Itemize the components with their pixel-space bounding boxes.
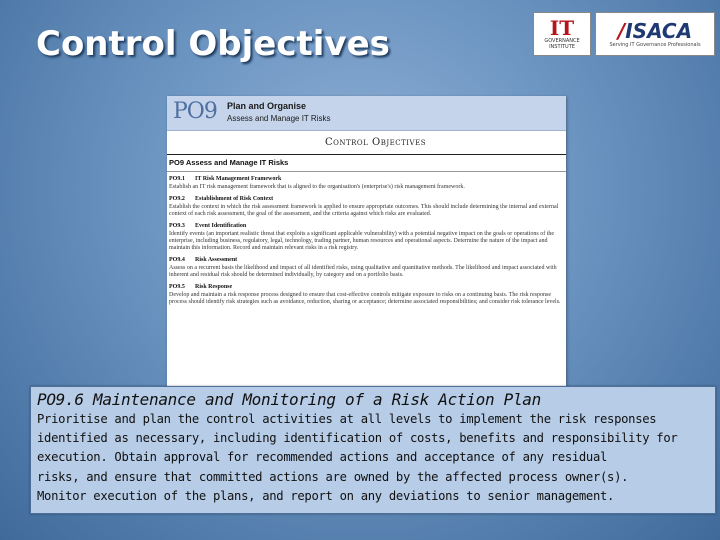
document-excerpt xyxy=(167,96,566,388)
callout-body xyxy=(37,410,715,506)
isaca-logo-text: ISACA xyxy=(625,18,693,43)
document-process-name: Assess and Manage IT Risks xyxy=(227,114,331,123)
document-item-body: Identify events (an important realistic threat that exploits a significant applicable vulnerability) with a potential negative impact on the goals or operations of the enterprise, including business, regulatory, legal, technology, trading partner, human resources and operational aspects. Determine the nature of the impact and maintain this information. Record and maintain relevant risks in a risk registry. xyxy=(169,231,555,251)
itgi-logo xyxy=(533,12,591,56)
callout-body-line: risks, and ensure that committed actions are owned by the affected process owner(s). xyxy=(37,469,629,484)
document-domain: Plan and Organise xyxy=(227,101,307,111)
document-item-title xyxy=(169,257,564,264)
callout-box xyxy=(30,386,716,514)
document-subtitle: PO9 Assess and Manage IT Risks xyxy=(169,158,289,167)
document-item-number: PO9.4 xyxy=(169,257,185,263)
itgi-logo-mark: IT xyxy=(549,16,575,40)
document-item-title xyxy=(169,223,564,230)
document-header xyxy=(167,96,566,131)
document-item-body: Assess on a recurrent basis the likelihood and impact of all identified risks, using qualitative and quantitative methods. The likelihood and impact associated with inherent and residual risk should be determined individually, by category and on a portfolio basis. xyxy=(169,265,557,278)
document-item xyxy=(169,284,564,306)
document-item-body: Develop and maintain a risk response process designed to ensure that cost-effective controls mitigate exposure to risks on a continuing basis. The risk response process should identify risk strategies such as avoidance, reduction, sharing or acceptance; determine associated responsibilities; and consider risk tolerance levels. xyxy=(169,292,561,305)
document-item xyxy=(169,257,564,279)
document-item xyxy=(169,196,564,218)
callout-body-line: Prioritise and plan the control activities at all levels to implement the risk responses xyxy=(37,412,657,426)
callout-body-line: Monitor execution of the plans, and report on any deviations to senior management. xyxy=(37,488,615,503)
document-item-heading: Risk Assessment xyxy=(195,257,238,263)
document-process-code: PO9 xyxy=(173,99,217,124)
callout-title: PO9.6 Maintenance and Monitoring of a Risk Action Plan xyxy=(37,390,541,409)
document-item-heading: IT Risk Management Framework xyxy=(195,176,282,182)
isaca-logo-mark xyxy=(618,20,692,42)
document-item-heading: Risk Response xyxy=(195,284,233,290)
callout-body-line: identified as necessary, including identification of costs, benefits and responsibility for xyxy=(37,431,678,446)
document-item-heading: Establishment of Risk Context xyxy=(195,196,274,202)
document-item-title xyxy=(169,196,564,203)
callout-body-line: execution. Obtain approval for recommended actions and acceptance of any residual xyxy=(37,450,608,465)
document-item xyxy=(169,176,564,191)
document-item-number: PO9.1 xyxy=(169,176,185,182)
isaca-logo xyxy=(595,12,715,56)
document-item-list xyxy=(167,176,566,306)
document-item-body: Establish the context in which the risk assessment framework is applied to ensure appropriate outcomes. This should include determining the internal and external context of each risk assessment, the goal of the assessment, and the criteria against which risks are evaluated. xyxy=(169,204,559,217)
itgi-logo-subtext: GOVERNANCE INSTITUTE xyxy=(544,38,580,50)
document-item-number: PO9.3 xyxy=(169,223,185,229)
document-item-title xyxy=(169,176,564,183)
document-section-heading: Control Objectives xyxy=(324,137,426,148)
document-item-heading: Event Identification xyxy=(195,223,247,229)
document-item-body: Establish an IT risk management framework that is aligned to the organisation's (enterprise's) risk management framework. xyxy=(169,184,465,190)
document-item-number: PO9.2 xyxy=(169,196,185,202)
isaca-logo-subtext: Serving IT Governance Professionals xyxy=(609,41,701,48)
document-divider xyxy=(167,171,566,172)
document-item xyxy=(169,223,564,252)
isaca-slash-icon: / xyxy=(617,18,626,43)
document-divider xyxy=(167,154,566,155)
document-item-title xyxy=(169,284,564,291)
slide-title: Control Objectives xyxy=(36,24,390,64)
document-item-number: PO9.5 xyxy=(169,284,185,290)
